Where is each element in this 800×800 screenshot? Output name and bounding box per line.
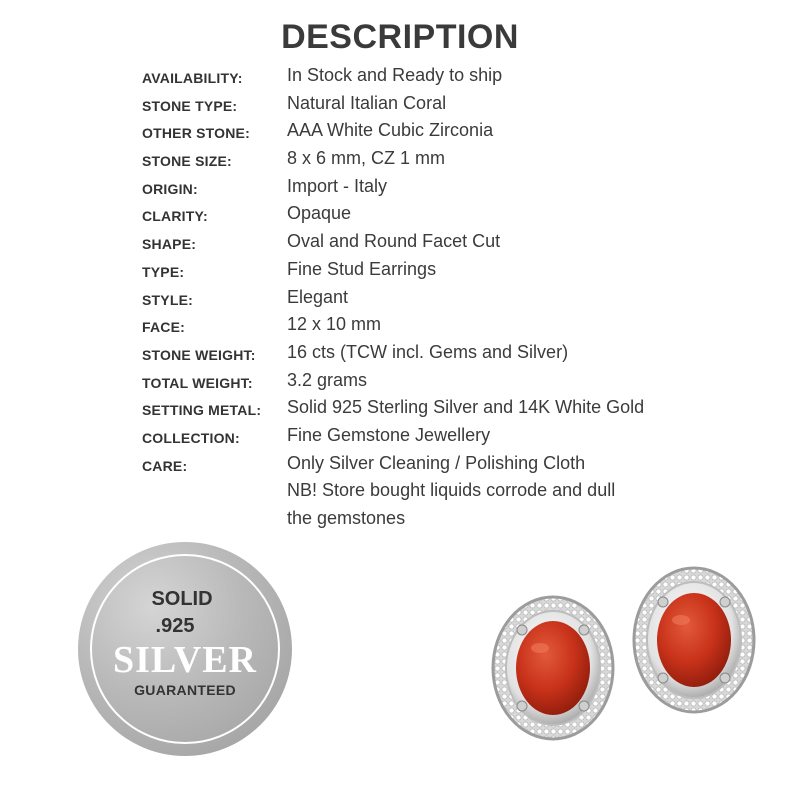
spec-label: STONE SIZE: <box>142 153 232 170</box>
spec-row-stone-type <box>142 88 742 116</box>
right-earring-icon <box>634 568 754 712</box>
spec-row-setting-metal <box>142 392 742 420</box>
badge-925-text: .925 <box>155 615 195 637</box>
spec-row-total-weight <box>142 365 742 393</box>
spec-label: AVAILABILITY: <box>142 70 243 86</box>
spec-label: COLLECTION: <box>142 429 240 446</box>
spec-row-stone-weight <box>142 337 742 365</box>
spec-label: TOTAL WEIGHT: <box>142 374 253 391</box>
spec-label: FACE: <box>142 319 185 336</box>
spec-row-availability <box>142 60 742 88</box>
spec-label: ORIGIN: <box>142 180 198 197</box>
spec-label: STONE TYPE: <box>142 97 238 114</box>
spec-value: 16 cts (TCW incl. Gems and Silver) <box>287 341 569 362</box>
spec-row-face <box>142 309 742 337</box>
spec-value: 3.2 grams <box>287 369 368 390</box>
spec-label: TYPE: <box>142 263 185 280</box>
spec-label: STYLE: <box>142 291 193 308</box>
spec-row-shape <box>142 226 742 254</box>
spec-row-clarity <box>142 198 742 226</box>
spec-value: 12 x 10 mm <box>287 314 382 335</box>
spec-row-other-stone <box>142 115 742 143</box>
spec-value: Import - Italy <box>287 175 388 196</box>
spec-value: Fine Stud Earrings <box>287 258 437 279</box>
spec-value: Opaque <box>287 203 352 224</box>
spec-label: CLARITY: <box>142 208 208 225</box>
spec-value: Natural Italian Coral <box>287 92 447 113</box>
spec-row-style <box>142 282 742 310</box>
spec-row-origin <box>142 171 742 199</box>
spec-row-care <box>142 448 742 476</box>
spec-list <box>142 60 742 475</box>
silver-guarantee-badge <box>78 542 292 756</box>
spec-row-collection <box>142 420 742 448</box>
spec-row-stone-size <box>142 143 742 171</box>
coral-stud-earrings-icon <box>480 560 770 765</box>
page-title: DESCRIPTION <box>281 18 519 56</box>
spec-label: CARE: <box>142 457 188 474</box>
badge-silver-text: SILVER <box>112 639 257 681</box>
spec-value: Oval and Round Facet Cut <box>287 231 501 252</box>
spec-value: Elegant <box>287 286 349 307</box>
spec-value: Only Silver Cleaning / Polishing Cloth <box>287 452 586 473</box>
spec-label: SHAPE: <box>142 236 197 253</box>
spec-value: AAA White Cubic Zirconia <box>287 120 494 141</box>
badge-guaranteed-text: GUARANTEED <box>134 682 236 698</box>
spec-row-type <box>142 254 742 282</box>
spec-value: 8 x 6 mm, CZ 1 mm <box>287 148 446 169</box>
spec-label: OTHER STONE: <box>142 125 250 142</box>
spec-label: SETTING METAL: <box>142 402 262 419</box>
left-earring-icon <box>493 597 613 739</box>
spec-value: Fine Gemstone Jewellery <box>287 424 491 445</box>
care-note-line-1: NB! Store bought liquids corrode and dull <box>287 480 616 500</box>
badge-solid-text: SOLID <box>151 588 213 610</box>
spec-value: Solid 925 Sterling Silver and 14K White Gold <box>287 397 645 418</box>
spec-value: In Stock and Ready to ship <box>287 65 503 85</box>
care-note-line-2: the gemstones <box>287 508 406 528</box>
spec-label: STONE WEIGHT: <box>142 346 256 363</box>
